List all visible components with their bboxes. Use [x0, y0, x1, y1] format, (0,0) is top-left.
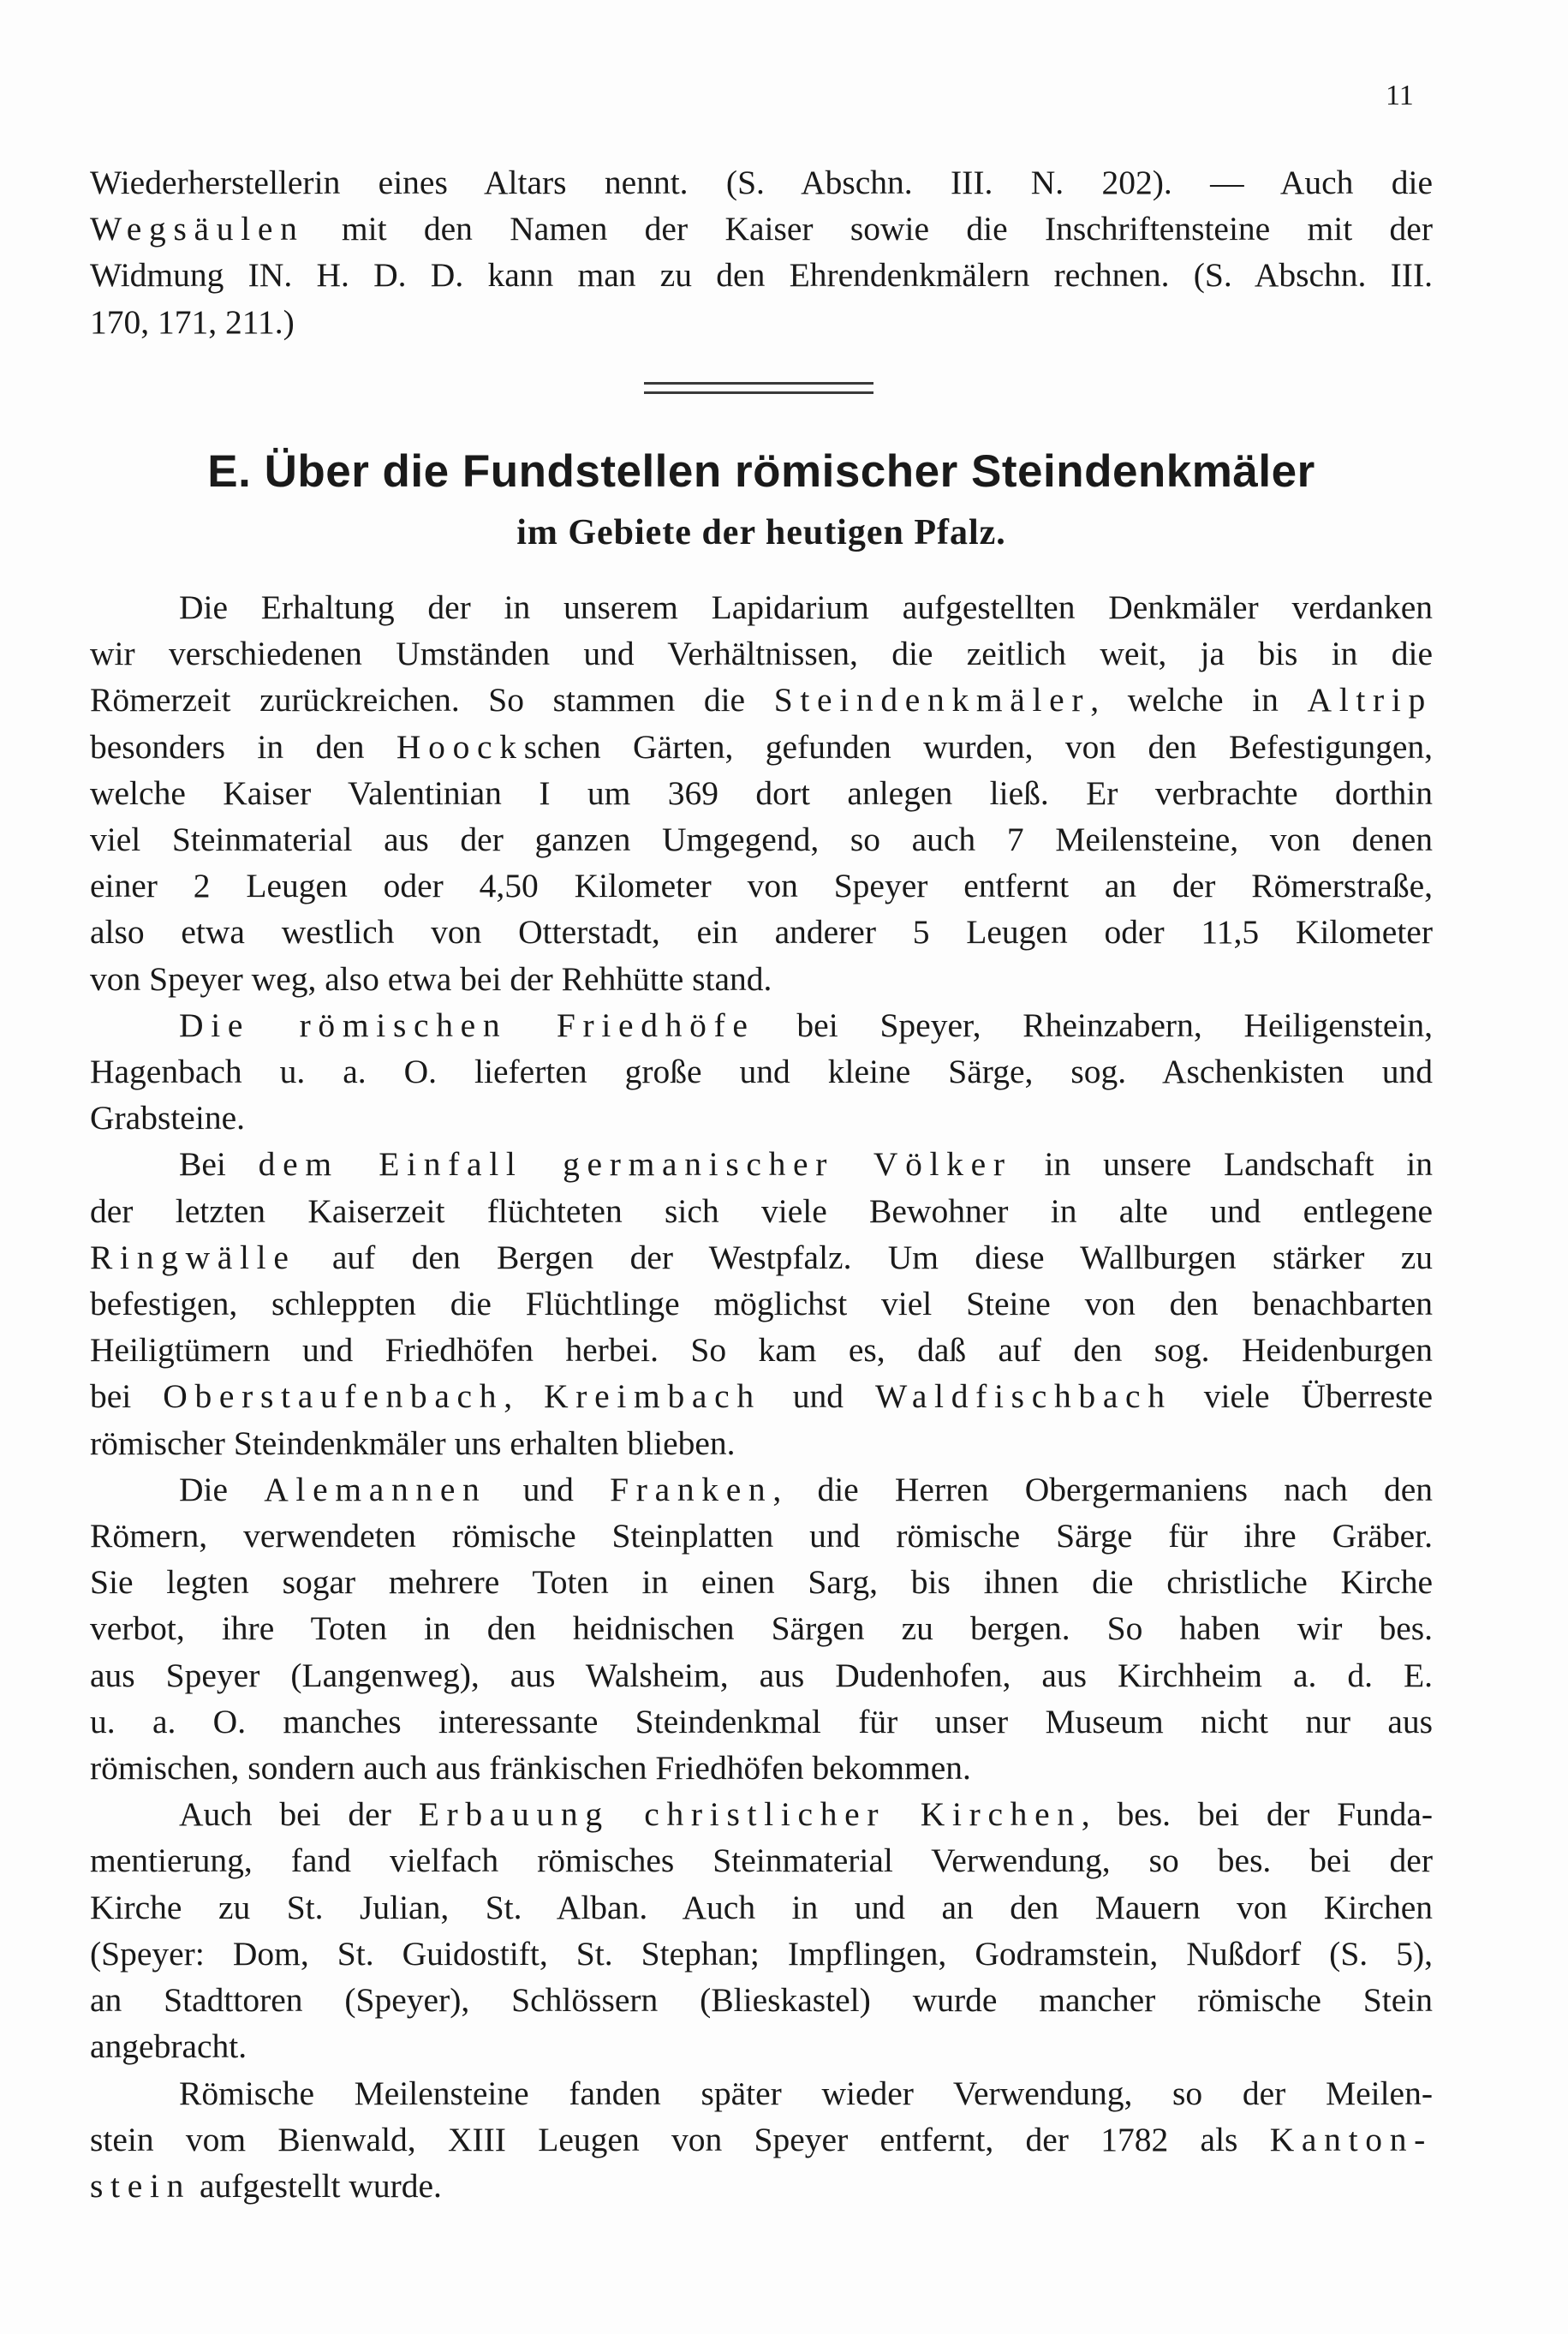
text-line: [90, 677, 1433, 723]
text-span: einer 2 Leugen oder 4,50 Kilometer von Speyer entfernt an der Römerstraße,: [90, 867, 1433, 905]
text-line: [90, 1652, 1433, 1698]
text-span: besonders in den: [90, 727, 396, 766]
text-line: [90, 1141, 1433, 1187]
text-span: aus Speyer (Langenweg), aus Walsheim, aus Dudenhofen, aus Kirchheim a. d. E.: [90, 1656, 1433, 1694]
text-span: bei: [90, 1377, 164, 1416]
spaced-term: Kanton-: [1269, 2120, 1433, 2158]
text-span: mentierung, fand vielfach römisches Steinmaterial Verwendung, so bes. bei der: [90, 1842, 1433, 1880]
text-span: Bei: [179, 1145, 259, 1184]
text-line: [90, 724, 1433, 770]
text-span: wir verschiedenen Umständen und Verhältnissen, die zeitlich weit, ja bis in die: [90, 635, 1433, 673]
spaced-term: Erbauung christlicher Kirchen: [418, 1795, 1082, 1834]
text-span: ,: [504, 1377, 545, 1416]
text-line: [90, 1513, 1433, 1559]
text-span: stein vom Bienwald, XIII Leugen von Speyer entfernt, der 1782 als: [90, 2120, 1270, 2158]
text-line: [90, 630, 1433, 677]
text-line: [90, 2070, 1433, 2116]
spaced-term: Altrip: [1307, 681, 1433, 719]
text-line: [90, 2116, 1433, 2163]
spaced-term: Die römischen Friedhöfe: [179, 1006, 755, 1044]
text-span: Hagenbach u. a. O. lieferten große und kleine Särge, sog. Aschenkisten und: [90, 1053, 1433, 1091]
text-line: [90, 159, 1433, 206]
section-heading: E. Über die Fundstellen römischer Steindenkmäler: [207, 446, 1315, 497]
spaced-term: Franken: [610, 1470, 773, 1508]
text-line: [90, 299, 1433, 345]
section-subheading: im Gebiete der heutigen Pfalz.: [516, 513, 1006, 552]
text-span: viel Steinmaterial aus der ganzen Umgegend, so auch 7 Meilensteine, von denen: [90, 821, 1433, 859]
text-line: [90, 2023, 1433, 2069]
text-span: und: [486, 1470, 611, 1508]
spaced-term: Wegsäulen: [90, 210, 305, 248]
text-span: aufgestellt wurde.: [191, 2166, 442, 2205]
text-line: [90, 1745, 1433, 1791]
text-line: [90, 1791, 1433, 1837]
text-line: [90, 252, 1433, 298]
text-span: Kirche zu St. Julian, St. Alban. Auch in und an den Mauern von Kirchen: [90, 1888, 1433, 1926]
spaced-term: Ringwälle: [90, 1238, 296, 1276]
text-line: [90, 1884, 1433, 1931]
text-line: [90, 1559, 1433, 1605]
text-line: [90, 1605, 1433, 1651]
text-span: an Stadttoren (Speyer), Schlössern (Blieskastel) wurde mancher römische Stein: [90, 1981, 1433, 2020]
text-line: [90, 1280, 1433, 1327]
text-span: , die Herren Obergermaniens nach den: [772, 1470, 1433, 1508]
text-line: [90, 1188, 1433, 1234]
text-line: [90, 1837, 1433, 1883]
page-number: 11: [1386, 80, 1414, 111]
text-span: bei Speyer, Rheinzabern, Heiligenstein,: [754, 1006, 1433, 1044]
intro-paragraph: [90, 159, 1433, 345]
text-line: [90, 1234, 1433, 1280]
text-span: Grabsteine.: [90, 1099, 245, 1137]
text-span: Römern, verwendeten römische Steinplatten und römische Särge für ihre Gräber.: [90, 1517, 1433, 1555]
text-line: [90, 1466, 1433, 1513]
text-line: [90, 2163, 1433, 2209]
text-line: [90, 1327, 1433, 1373]
text-span: Römerzeit zurückreichen. So stammen die: [90, 681, 774, 719]
text-line: [90, 1095, 1433, 1141]
text-span: römischen, sondern auch aus fränkischen Friedhöfen bekommen.: [90, 1749, 971, 1788]
text-line: [90, 584, 1433, 630]
spaced-term: dem Einfall germanischer Völker: [258, 1145, 1012, 1184]
text-span: u. a. O. manches interessante Steindenkmal für unser Museum nicht nur aus: [90, 1702, 1433, 1740]
spaced-term: Alemannen: [264, 1470, 487, 1508]
text-span: (Speyer: Dom, St. Guidostift, St. Stephan; Impflingen, Godramstein, Nußdorf (S. 5),: [90, 1934, 1433, 1973]
text-span: angebracht.: [90, 2027, 247, 2066]
section-body: [90, 584, 1433, 2209]
spaced-term: Oberstaufenbach: [163, 1377, 504, 1416]
text-span: viele Überreste: [1172, 1377, 1434, 1416]
text-line: [90, 956, 1433, 1002]
text-span: , bes. bei der Funda-: [1081, 1795, 1434, 1834]
spaced-term: Hoock: [396, 727, 524, 766]
text-span: Heiligtümern und Friedhöfen herbei. So kam es, daß auf den sog. Heidenburgen: [90, 1331, 1433, 1370]
text-span: Auch bei der: [179, 1795, 419, 1834]
spaced-term: Kreimbach: [544, 1377, 761, 1416]
text-span: mit den Namen der Kaiser sowie die Inschriftensteine mit der: [304, 210, 1433, 248]
text-span: und: [760, 1377, 876, 1416]
text-span: Die: [179, 1470, 265, 1508]
text-span: der letzten Kaiserzeit flüchteten sich viele Bewohner in alte und entlegene: [90, 1191, 1433, 1230]
spaced-term: Steindenkmäler: [773, 681, 1091, 719]
text-span: verbot, ihre Toten in den heidnischen Särgen zu bergen. So haben wir bes.: [90, 1609, 1433, 1648]
text-span: römischer Steindenkmäler uns erhalten blieben.: [90, 1424, 736, 1462]
text-line: [90, 1698, 1433, 1745]
text-span: auf den Bergen der Westpfalz. Um diese Wallburgen stärker zu: [295, 1238, 1433, 1276]
spaced-term: stein: [90, 2166, 192, 2205]
text-span: , welche in: [1090, 681, 1308, 719]
text-span: Wiederherstellerin eines Altars nennt. (S. Abschn. III. N. 202). — Auch die: [90, 164, 1433, 201]
text-line: [90, 1420, 1433, 1466]
text-line: [90, 1002, 1433, 1048]
text-span: befestigen, schleppten die Flüchtlinge möglichst viel Steine von den benachbarten: [90, 1285, 1433, 1323]
text-line: [90, 206, 1433, 252]
text-line: [90, 1977, 1433, 2023]
text-line: [90, 863, 1433, 909]
section-divider: [644, 382, 873, 394]
text-span: Die Erhaltung der in unserem Lapidarium aufgestellten Denkmäler verdanken: [179, 588, 1433, 626]
text-line: [90, 1373, 1433, 1419]
text-line: [90, 1931, 1433, 1977]
text-line: [90, 1048, 1433, 1095]
spaced-term: Waldfischbach: [875, 1377, 1172, 1416]
text-span: also etwa westlich von Otterstadt, ein anderer 5 Leugen oder 11,5 Kilometer: [90, 913, 1433, 952]
text-span: schen Gärten, gefunden wurden, von den Befestigungen,: [523, 727, 1433, 766]
text-span: Sie legten sogar mehrere Toten in einen Sarg, bis ihnen die christliche Kirche: [90, 1563, 1433, 1602]
text-span: 170, 171, 211.): [90, 302, 295, 341]
text-line: [90, 909, 1433, 955]
text-line: [90, 770, 1433, 816]
text-span: in unsere Landschaft in: [1011, 1145, 1433, 1184]
text-span: Widmung IN. H. D. D. kann man zu den Ehrendenkmälern rechnen. (S. Abschn. III.: [90, 256, 1433, 295]
text-span: von Speyer weg, also etwa bei der Rehhütte stand.: [90, 959, 772, 998]
text-line: [90, 816, 1433, 863]
text-span: Römische Meilensteine fanden später wieder Verwendung, so der Meilen-: [179, 2074, 1433, 2112]
text-span: welche Kaiser Valentinian I um 369 dort anlegen ließ. Er verbrachte dorthin: [90, 773, 1433, 812]
